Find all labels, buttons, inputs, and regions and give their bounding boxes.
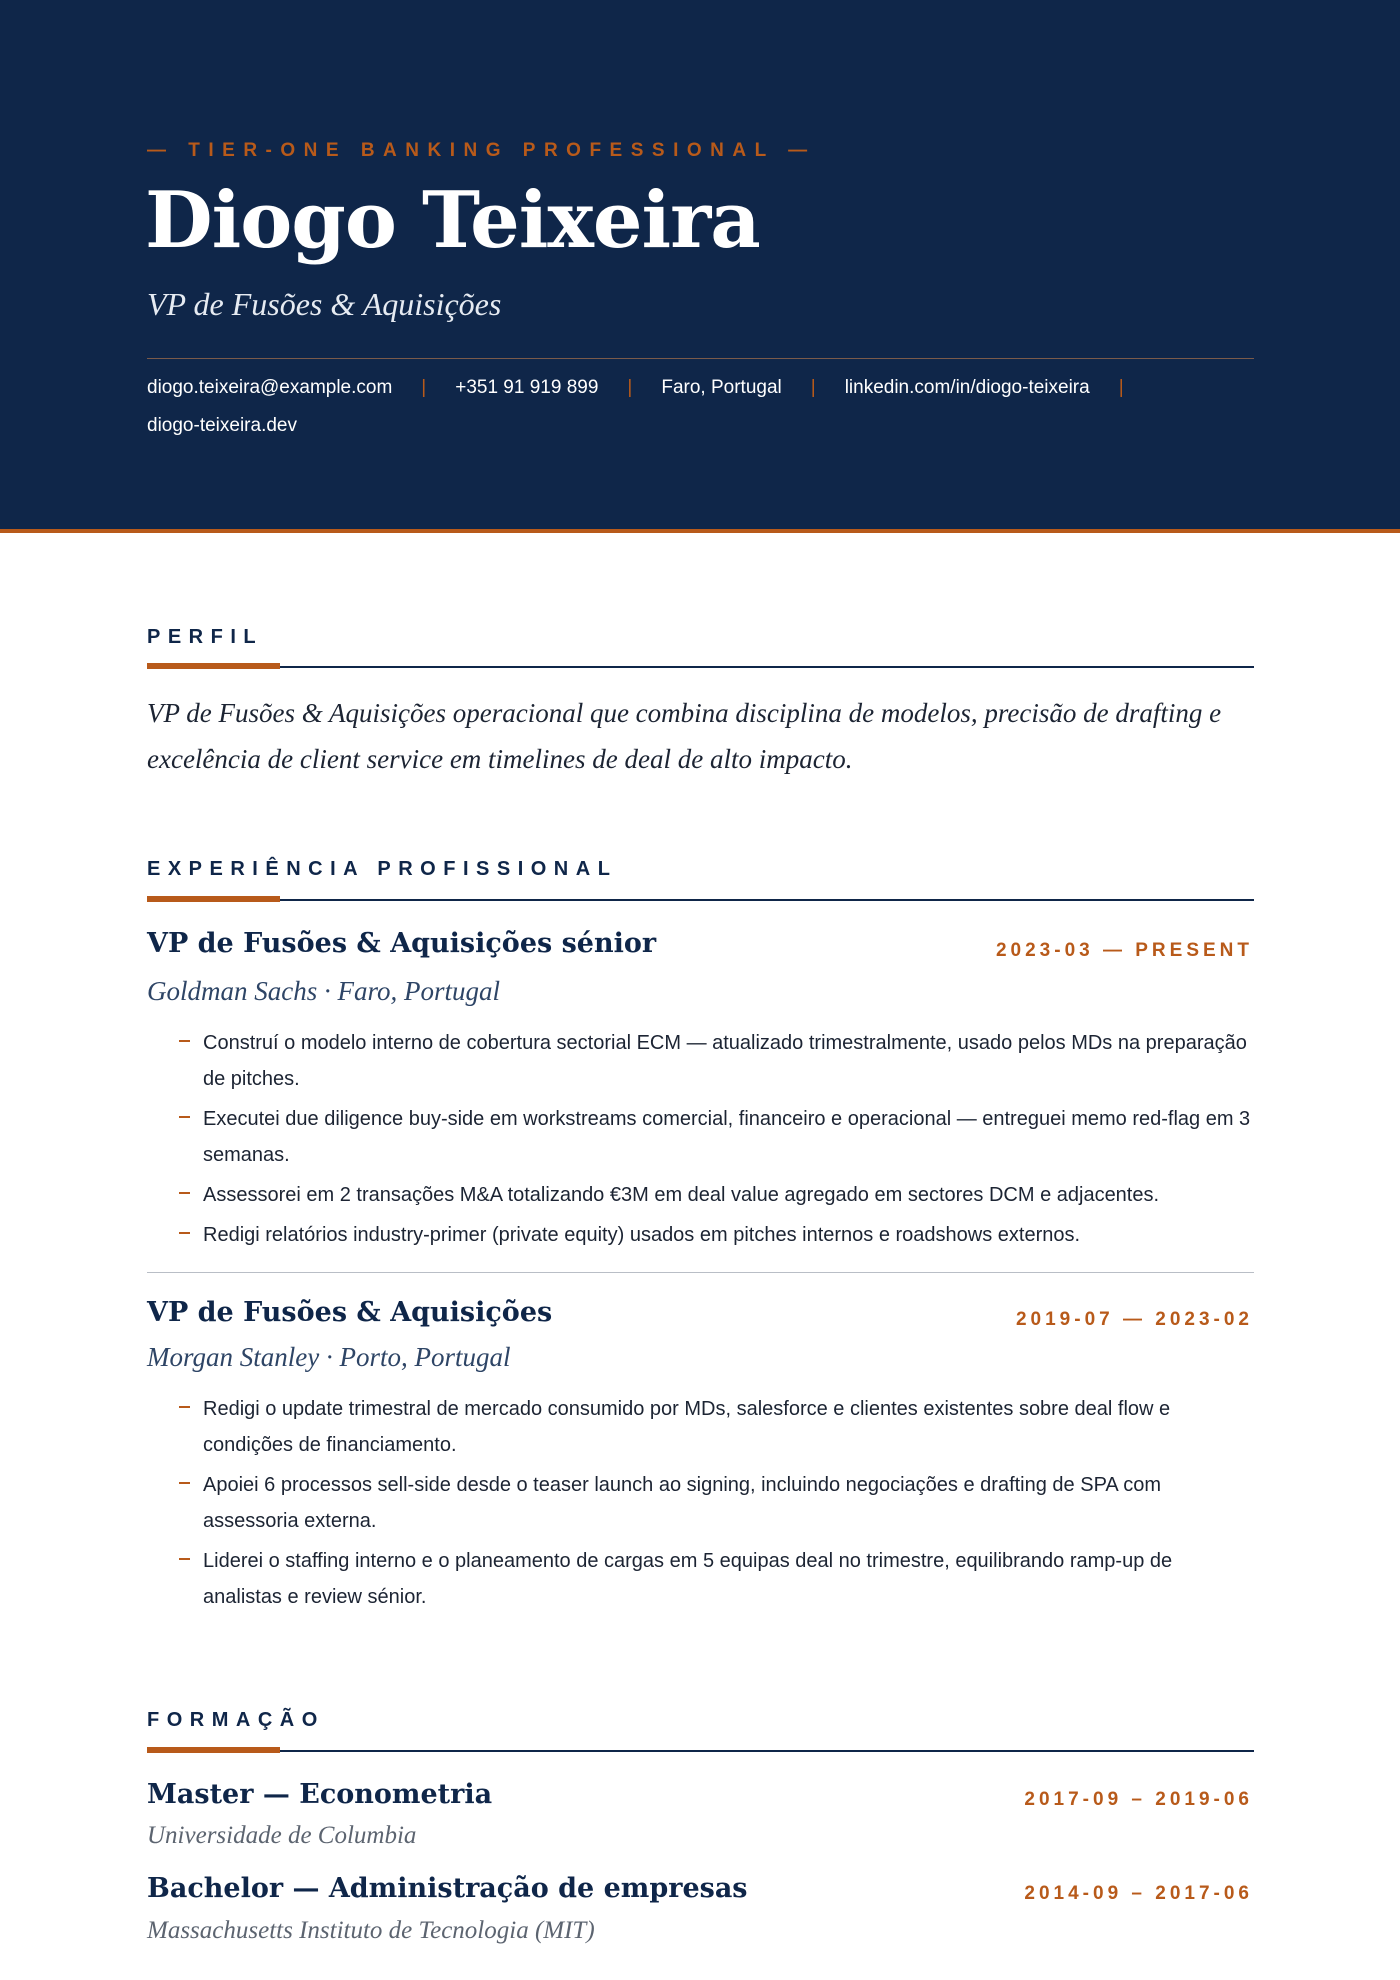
contact-linkedin [845,376,1153,400]
education-school: Massachusetts Instituto de Tecnologia (MIT) [147,1917,595,1944]
section-accent-bar [147,896,280,902]
contact-list [147,376,1257,438]
section-rule [147,666,1254,668]
job-bullets [203,1025,1255,1257]
contact-separator: | [1118,377,1124,398]
job-company: Goldman Sachs · Faro, Portugal [147,976,500,1006]
job-bullet: Redigi relatórios industry-primer (private equity) usados em pitches internos e roadshows externos. [203,1217,1255,1253]
contact-website [147,414,297,438]
job-bullet: Assessorei em 2 transações M&A totalizando €3M em deal value agregado em sectores DCM e adjacentes. [203,1177,1255,1213]
section-title-experience: EXPERIÊNCIA PROFISSIONAL [147,858,618,880]
section-title-education: FORMAÇÃO [147,1709,325,1731]
section-title-profile: PERFIL [147,626,264,648]
job-title: VP de Fusões & Aquisições sénior [147,928,657,959]
contact-separator: | [810,377,816,398]
job-dates: 2023-03 — PRESENT [995,940,1253,961]
candidate-name: Diogo Teixeira [145,175,760,266]
job-bullet: Apoiei 6 processos sell-side desde o teaser launch ao signing, incluindo negociações e drafting de SPA com assessoria externa. [203,1467,1255,1539]
job-bullet: Liderei o staffing interno e o planeamento de cargas em 5 equipas deal no trimestre, equilibrando ramp-up de analistas e review sénior. [203,1543,1255,1615]
contact-phone-text[interactable]: +351 91 919 899 [455,377,599,398]
job-bullets [203,1391,1255,1619]
contact-location-text: Faro, Portugal [661,377,782,398]
education-school: Universidade de Columbia [147,1822,417,1849]
section-rule [147,1750,1254,1752]
job-title: VP de Fusões & Aquisições [147,1297,553,1328]
contact-linkedin-link[interactable]: linkedin.com/in/diogo-teixeira [844,377,1090,398]
job-bullet: Construí o modelo interno de cobertura sectorial ECM — atualizado trimestralmente, usado pelos MDs na preparação de pitches. [203,1025,1255,1097]
section-rule [147,899,1254,901]
header-divider [147,358,1254,359]
contact-email-text[interactable]: diogo.teixeira@example.com [147,377,393,398]
contact-location [661,376,844,400]
resume-header [0,0,1400,533]
contact-separator: | [627,377,633,398]
job-dates: 2019-07 — 2023-02 [1015,1309,1253,1330]
contact-website-link[interactable]: diogo-teixeira.dev [147,415,297,436]
education-degree: Master — Econometria [147,1779,493,1810]
section-accent-bar [147,663,280,669]
header-tagline: — TIER-ONE BANKING PROFESSIONAL — [147,140,816,161]
contact-email [147,376,455,400]
job-divider [147,1272,1254,1273]
profile-summary: VP de Fusões & Aquisições operacional que combina disciplina de modelos, precisão de drafting e excelência de client service em timelines de deal de alto impacto. [147,698,1222,774]
candidate-headline: VP de Fusões & Aquisições [147,286,502,322]
section-accent-bar [147,1747,280,1753]
education-dates: 2014-09 – 2017-06 [1024,1883,1253,1904]
contact-separator: | [421,377,427,398]
education-dates: 2017-09 – 2019-06 [1024,1789,1253,1810]
education-degree: Bachelor — Administração de empresas [147,1873,748,1904]
job-bullet: Redigi o update trimestral de mercado consumido por MDs, salesforce e clientes existentes sobre deal flow e condições de financiamento. [203,1391,1255,1463]
contact-phone [455,376,661,400]
job-bullet: Executei due diligence buy-side em workstreams comercial, financeiro e operacional — entreguei memo red-flag em 3 semanas. [203,1101,1255,1173]
job-company: Morgan Stanley · Porto, Portugal [147,1342,511,1372]
